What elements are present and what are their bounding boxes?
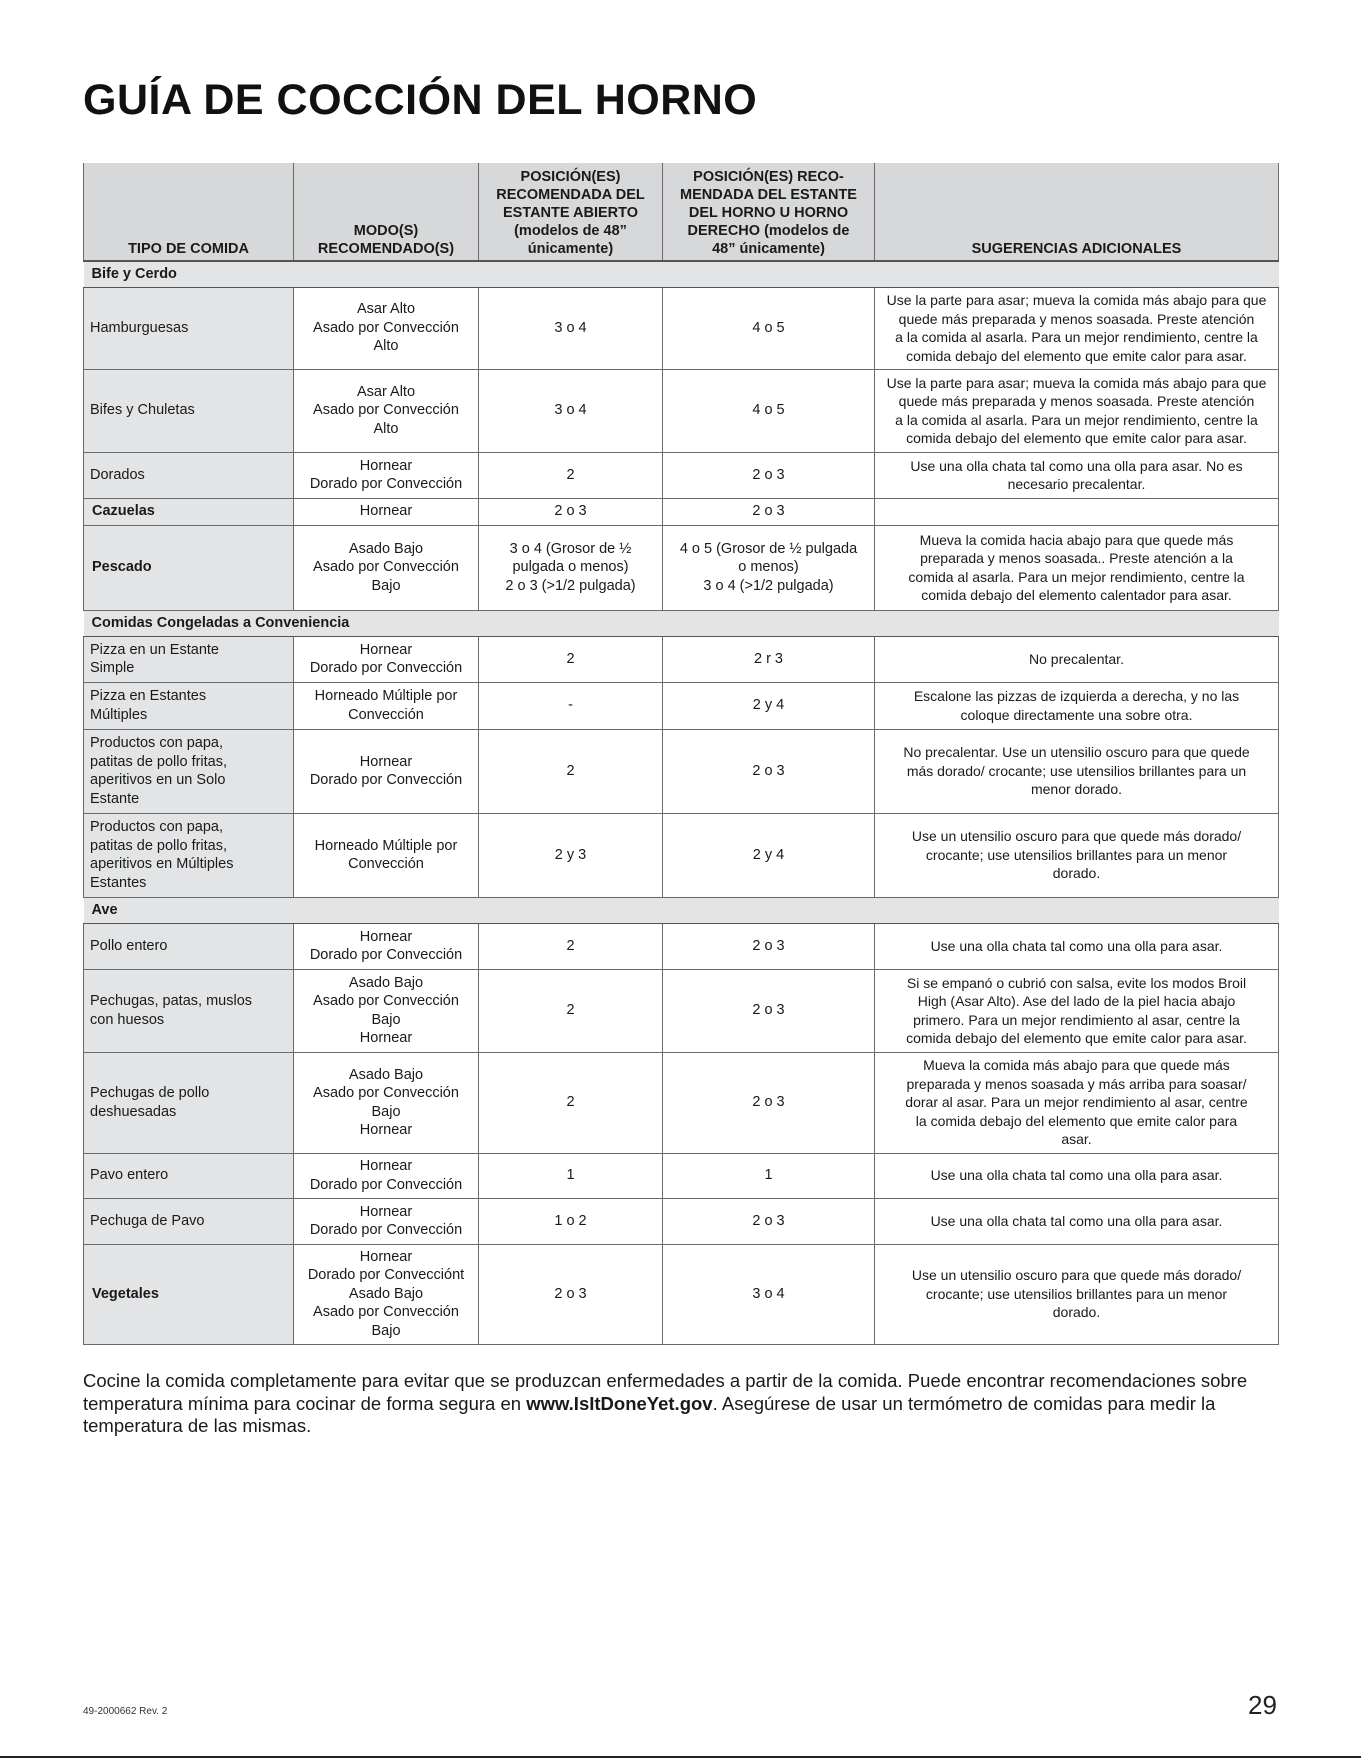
table-row [84, 1052, 1279, 1153]
food-cell: Pollo entero [84, 923, 294, 969]
open-rack-cell: 2 [479, 969, 663, 1052]
right-oven-cell: 2 o 3 [663, 923, 875, 969]
right-oven-cell: 2 r 3 [663, 636, 875, 682]
open-rack-cell: 1 o 2 [479, 1198, 663, 1244]
food-cell: Dorados [84, 452, 294, 498]
open-rack-cell: 2 [479, 636, 663, 682]
food-cell: Bifes y Chuletas [84, 369, 294, 452]
table-header-row [84, 163, 1279, 261]
right-oven-cell: 3 o 4 [663, 1244, 875, 1344]
tip-cell: Use un utensilio oscuro para que quede más dorado/ crocante; use utensilios brillantes para un menor dorado. [875, 813, 1279, 897]
table-row [84, 969, 1279, 1052]
right-oven-cell: 2 o 3 [663, 1198, 875, 1244]
section-row [84, 897, 1279, 923]
open-rack-cell: 2 o 3 [479, 1244, 663, 1344]
food-cell: Pechugas, patas, muslos con huesos [84, 969, 294, 1052]
table-row [84, 1244, 1279, 1344]
mode-cell: Asado Bajo Asado por Convección Bajo Hornear [294, 1052, 479, 1153]
tip-cell: Si se empanó o cubrió con salsa, evite los modos Broil High (Asar Alto). Ase del lado de la piel hacia abajo primero. Para un mejor rendimiento al asar, centre la comida debajo del elemento que emite calor para asar. [875, 969, 1279, 1052]
mode-cell: Asado Bajo Asado por Convección Bajo Hornear [294, 969, 479, 1052]
table-row [84, 452, 1279, 498]
header-open-rack: POSICIÓN(ES) RECOMENDADA DEL ESTANTE ABIERTO (modelos de 48” únicamente) [479, 163, 663, 261]
tip-cell: Use la parte para asar; mueva la comida más abajo para que quede más preparada y menos soasada. Preste atención a la comida al asarla. Para un mejor rendimiento, centre la comida debajo del elemento que emite calor para asar. [875, 287, 1279, 369]
mode-cell: Horneado Múltiple por Convección [294, 813, 479, 897]
section-label: Bife y Cerdo [84, 261, 1279, 287]
food-safety-note [83, 1370, 1278, 1438]
mode-cell: Hornear [294, 498, 479, 525]
document-code: 49-2000662 Rev. 2 [83, 1706, 168, 1717]
open-rack-cell: 2 [479, 452, 663, 498]
mode-cell: Hornear Dorado por Convección [294, 1198, 479, 1244]
tip-cell: Use un utensilio oscuro para que quede más dorado/ crocante; use utensilios brillantes para un menor dorado. [875, 1244, 1279, 1344]
tip-cell: Use una olla chata tal como una olla para asar. [875, 923, 1279, 969]
tip-cell: Mueva la comida más abajo para que quede más preparada y menos soasada y más arriba para soasar/ dorar al asar. Para un mejor rendimiento al asar, centre la comida debajo del elemento que emite calor para asar. [875, 1052, 1279, 1153]
table-row [84, 729, 1279, 813]
right-oven-cell: 4 o 5 (Grosor de ½ pulgada o menos) 3 o 4 (>1/2 pulgada) [663, 525, 875, 610]
right-oven-cell: 4 o 5 [663, 287, 875, 369]
right-oven-cell: 2 o 3 [663, 729, 875, 813]
food-cell: Hamburguesas [84, 287, 294, 369]
table-row [84, 813, 1279, 897]
right-oven-cell: 2 y 4 [663, 682, 875, 729]
right-oven-cell: 4 o 5 [663, 369, 875, 452]
tip-cell: No precalentar. [875, 636, 1279, 682]
table-row [84, 636, 1279, 682]
food-cell: Productos con papa, patitas de pollo fritas, aperitivos en Múltiples Estantes [84, 813, 294, 897]
section-label: Comidas Congeladas a Conveniencia [84, 610, 1279, 636]
table-row [84, 525, 1279, 610]
table-row [84, 923, 1279, 969]
mode-cell: Hornear Dorado por Convección [294, 923, 479, 969]
table-row [84, 369, 1279, 452]
table-row [84, 682, 1279, 729]
footnote-text-start: Cocine la comida completamente para evitar que se produzcan enfermedades a partir de la comida. Puede encontrar recomendaciones sobre temperatura mínima para cocinar de forma segura en [83, 1370, 1248, 1414]
tip-cell [875, 498, 1279, 525]
food-cell: Productos con papa, patitas de pollo fritas, aperitivos en un Solo Estante [84, 729, 294, 813]
mode-cell: Hornear Dorado por Convección [294, 729, 479, 813]
footnote-text-end: . Asegúrese de usar un termómetro de comidas para medir la temperatura de las mismas. [83, 1392, 1216, 1436]
tip-cell: Use una olla chata tal como una olla para asar. No es necesario precalentar. [875, 452, 1279, 498]
mode-cell: Horneado Múltiple por Convección [294, 682, 479, 729]
food-cell: Pechugas de pollo deshuesadas [84, 1052, 294, 1153]
right-oven-cell: 2 o 3 [663, 1052, 875, 1153]
tip-cell: Use una olla chata tal como una olla para asar. [875, 1153, 1279, 1198]
tip-cell: Use la parte para asar; mueva la comida más abajo para que quede más preparada y menos soasada. Preste atención a la comida al asarla. Para un mejor rendimiento, centre la comida debajo del elemento que emite calor para asar. [875, 369, 1279, 452]
header-food-type: TIPO DE COMIDA [84, 163, 294, 261]
open-rack-cell: 2 [479, 729, 663, 813]
food-cell: Vegetales [84, 1244, 294, 1344]
mode-cell: Hornear Dorado por Convección [294, 1153, 479, 1198]
right-oven-cell: 2 o 3 [663, 969, 875, 1052]
food-cell: Pizza en Estantes Múltiples [84, 682, 294, 729]
open-rack-cell: 2 [479, 1052, 663, 1153]
open-rack-cell: 3 o 4 (Grosor de ½ pulgada o menos) 2 o 3 (>1/2 pulgada) [479, 525, 663, 610]
mode-cell: Hornear Dorado por Convección [294, 452, 479, 498]
table-row [84, 1153, 1279, 1198]
table-row [84, 1198, 1279, 1244]
open-rack-cell: 2 y 3 [479, 813, 663, 897]
table-row [84, 287, 1279, 369]
section-label: Ave [84, 897, 1279, 923]
section-row [84, 610, 1279, 636]
tip-cell: No precalentar. Use un utensilio oscuro para que quede más dorado/ crocante; use utensilios brillantes para un menor dorado. [875, 729, 1279, 813]
mode-cell: Asar Alto Asado por Convección Alto [294, 287, 479, 369]
mode-cell: Asar Alto Asado por Convección Alto [294, 369, 479, 452]
open-rack-cell: 1 [479, 1153, 663, 1198]
right-oven-cell: 2 o 3 [663, 498, 875, 525]
open-rack-cell: 2 o 3 [479, 498, 663, 525]
right-oven-cell: 2 o 3 [663, 452, 875, 498]
food-cell: Pechuga de Pavo [84, 1198, 294, 1244]
mode-cell: Asado Bajo Asado por Convección Bajo [294, 525, 479, 610]
open-rack-cell: 3 o 4 [479, 369, 663, 452]
food-cell: Pizza en un Estante Simple [84, 636, 294, 682]
food-cell: Pescado [84, 525, 294, 610]
food-cell: Cazuelas [84, 498, 294, 525]
open-rack-cell: 2 [479, 923, 663, 969]
section-row [84, 261, 1279, 287]
header-mode: MODO(S) RECOMENDADO(S) [294, 163, 479, 261]
table-row [84, 498, 1279, 525]
bottom-divider [0, 1756, 1361, 1758]
isitdoneyet-link[interactable]: www.IsItDoneYet.gov [526, 1392, 713, 1414]
tip-cell: Mueva la comida hacia abajo para que quede más preparada y menos soasada.. Preste atención a la comida al asarla. Para un mejor rendimiento, centre la comida debajo del elemento calentador para asar. [875, 525, 1279, 610]
tip-cell: Use una olla chata tal como una olla para asar. [875, 1198, 1279, 1244]
header-right-oven: POSICIÓN(ES) RECO- MENDADA DEL ESTANTE DEL HORNO U HORNO DERECHO (modelos de 48” únicamente) [663, 163, 875, 261]
mode-cell: Hornear Dorado por Convecciónt Asado Bajo Asado por Convección Bajo [294, 1244, 479, 1344]
open-rack-cell: - [479, 682, 663, 729]
page-title: GUÍA DE COCCIÓN DEL HORNO [83, 76, 758, 124]
page-number: 29 [1248, 1690, 1277, 1720]
right-oven-cell: 2 y 4 [663, 813, 875, 897]
open-rack-cell: 3 o 4 [479, 287, 663, 369]
tip-cell: Escalone las pizzas de izquierda a derecha, y no las coloque directamente una sobre otra. [875, 682, 1279, 729]
mode-cell: Hornear Dorado por Convección [294, 636, 479, 682]
food-cell: Pavo entero [84, 1153, 294, 1198]
cooking-guide-table [83, 163, 1279, 1345]
header-tips: SUGERENCIAS ADICIONALES [875, 163, 1279, 261]
right-oven-cell: 1 [663, 1153, 875, 1198]
